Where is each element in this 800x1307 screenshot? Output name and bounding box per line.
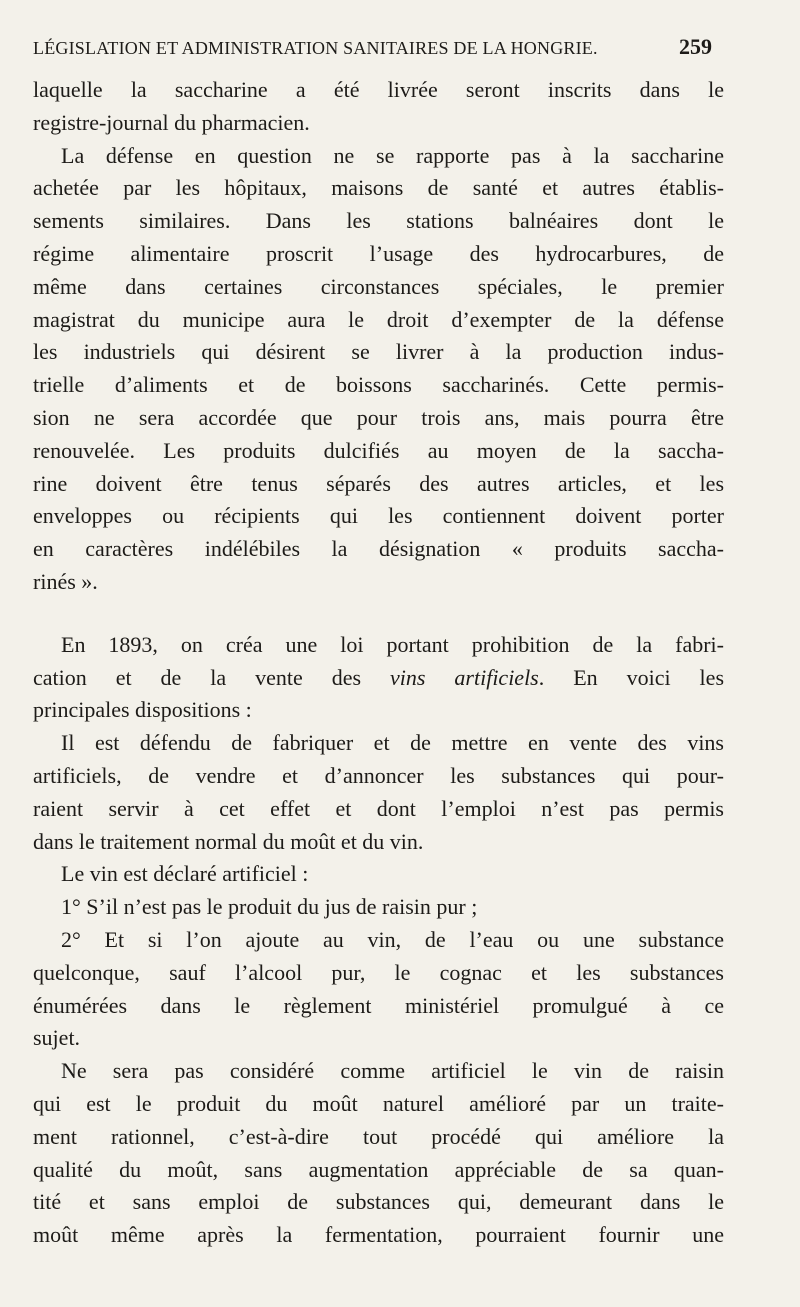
text-line: moût même après la fermentation, pourraient fournir une — [33, 1222, 724, 1248]
text-line: magistrat du municipe aura le droit d’exempter de la défense — [33, 306, 724, 332]
text-run: cation et de la vente des — [33, 664, 362, 690]
text-line: les industriels qui désirent se livrer à la production indus- — [33, 339, 724, 365]
running-head-title: LÉGISLATION ET ADMINISTRATION SANITAIRES DE LA HONGRIE. — [33, 38, 598, 58]
text-line: artificiels, de vendre et d’annoncer les substances qui pour- — [33, 762, 724, 788]
body-text — [33, 74, 724, 1252]
text-line: principales dispositions : — [33, 697, 252, 723]
text-line: En 1893, on créa une loi portant prohibition de la fabri- — [61, 631, 724, 657]
text-line: renouvelée. Les produits dulcifiés au moyen de la saccha- — [33, 437, 724, 463]
text-line: sujet. — [33, 1025, 81, 1051]
text-line: tité et sans emploi de substances qui, demeurant dans le — [33, 1189, 724, 1215]
text-line: registre-journal du pharmacien. — [33, 109, 310, 135]
text-line: Il est défendu de fabriquer et de mettre en vente des vins — [61, 730, 724, 756]
text-line: qualité du moût, sans augmentation appréciable de sa quan- — [33, 1156, 724, 1182]
text-run: . En voici les — [538, 664, 724, 690]
text-line: achetée par les hôpitaux, maisons de santé et autres établis- — [33, 175, 724, 201]
italic-term: vins artificiels — [390, 664, 539, 690]
text-line: La défense en question ne se rapporte pas à la saccharine — [61, 142, 724, 168]
text-line: dans le traitement normal du moût et du vin. — [33, 828, 424, 854]
text-line: trielle d’aliments et de boissons saccharinés. Cette permis- — [33, 372, 724, 398]
running-head — [33, 34, 712, 64]
text-line: Ne sera pas considéré comme artificiel le vin de raisin — [61, 1058, 724, 1084]
text-line: régime alimentaire proscrit l’usage des hydrocarbures, de — [33, 240, 724, 266]
text-line: raient servir à cet effet et dont l’emploi n’est pas permis — [33, 795, 724, 821]
text-line: enveloppes ou récipients qui les contiennent doivent porter — [33, 503, 724, 529]
text-line: 1° S’il n’est pas le produit du jus de raisin pur ; — [61, 894, 478, 920]
text-line: quelconque, sauf l’alcool pur, le cognac et les substances — [33, 959, 724, 985]
text-line-with-italic — [33, 662, 724, 695]
text-line: sements similaires. Dans les stations balnéaires dont le — [33, 208, 724, 234]
text-line: sion ne sera accordée que pour trois ans, mais pourra être — [33, 404, 724, 430]
text-line: énumérées dans le règlement ministériel promulgué à ce — [33, 992, 724, 1018]
text-line: rinés ». — [33, 568, 98, 594]
text-line: rine doivent être tenus séparés des autres articles, et les — [33, 470, 724, 496]
text-line: en caractères indélébiles la désignation « produits saccha- — [33, 536, 724, 562]
text-line: même dans certaines circonstances spéciales, le premier — [33, 273, 724, 299]
page-number: 259 — [679, 34, 712, 59]
text-line: ment rationnel, c’est-à-dire tout procédé qui améliore la — [33, 1123, 724, 1149]
text-line: 2° Et si l’on ajoute au vin, de l’eau ou une substance — [61, 926, 724, 952]
paragraph-gap — [33, 599, 724, 629]
text-line: laquelle la saccharine a été livrée seront inscrits dans le — [33, 77, 724, 102]
text-line: Le vin est déclaré artificiel : — [61, 861, 309, 887]
text-line: qui est le produit du moût naturel amélioré par un traite- — [33, 1090, 724, 1116]
